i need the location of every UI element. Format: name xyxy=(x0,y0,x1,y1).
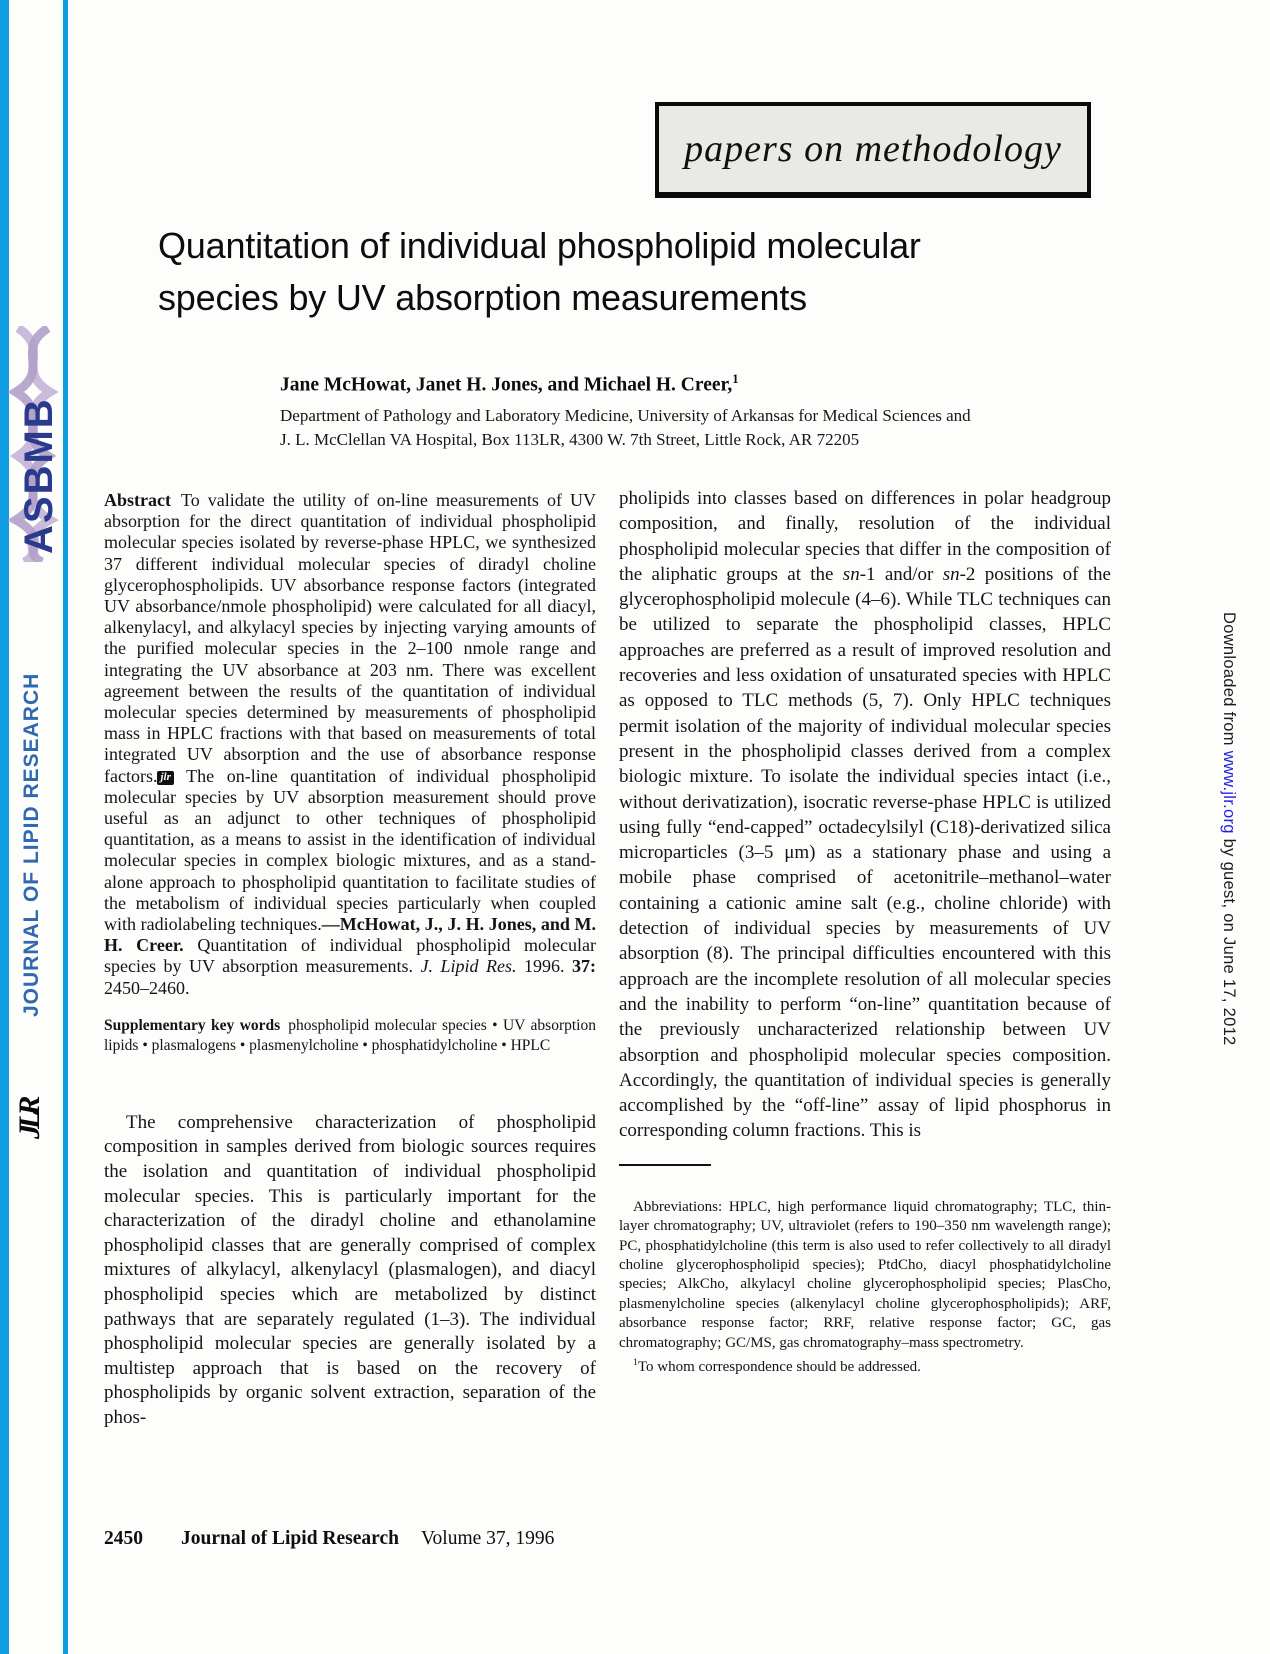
sn2-italic: sn xyxy=(942,563,960,585)
correspondence-marker: 1 xyxy=(633,1356,638,1368)
footer-journal-name: Journal of Lipid Research xyxy=(181,1528,399,1549)
page-title xyxy=(158,220,1098,324)
title-line-1: Quantitation of individual phospholipid molecular xyxy=(158,225,921,266)
keywords-label: Supplementary key words xyxy=(104,1016,281,1034)
jlr-inline-badge-icon: jlr xyxy=(157,771,173,785)
citation-authors: —McHowat, J., J. H. Jones, and M. H. Creer. xyxy=(104,914,596,956)
watermark-prefix: Downloaded from xyxy=(1220,612,1238,751)
download-watermark xyxy=(1219,612,1238,1072)
keywords-text: phospholipid molecular species • UV absorption lipids • plasmalogens • plasmenylcholine • phosphatidylcholine • HPLC xyxy=(104,1016,596,1054)
left-blue-rail-outer xyxy=(0,0,9,1654)
asbmb-logo xyxy=(6,326,62,562)
page-footer xyxy=(104,1528,554,1550)
jlr-monogram-icon: JLR xyxy=(13,1100,46,1139)
left-column xyxy=(104,490,596,1431)
body-text-b: -1 and/or xyxy=(859,563,943,585)
author-footnote-marker: 1 xyxy=(732,372,739,386)
banner-label: papers on methodology xyxy=(684,128,1062,170)
sn1-italic: sn xyxy=(842,563,860,585)
citation-title: Quantitation of individual phospholipid molecular species by UV absorption measurements. xyxy=(104,935,596,977)
affiliation-line-1: Department of Pathology and Laboratory Medicine, University of Arkansas for Medical Sciences and xyxy=(280,406,971,425)
body-text-c: -2 positions of the glycerophospholipid molecule (4–6). While TLC techniques can be utilized to separate the phospholipid classes, HPLC approaches are preferred as a result of improved resolution and recoveries and less oxidation of unsaturated species with HPLC as opposed to TLC methods (5, 7). Only HPLC techniques permit isolation of the majority of individual molecular species present in the phospholipid classes derived from a complex biologic mixture. To isolate the individual species intact (i.e., without derivatization), isocratic reverse-phase HPLC is utilized using fully “end-capped” octadecylsilyl (C18)-derivatized silica microparticles (3–5 μm) as a stationary phase and using a mobile phase comprised of acetonitrile–methanol–water containing a cationic amine salt (e.g., choline chloride) with detection of individual species by measurements of UV absorption (8). The principal difficulties encountered with this approach are the incomplete resolution of all molecular species and the inability to perform “on-line” quantitation because of the previously uncharacterized relationship between UV absorption and phospholipid molecular species composition. Accordingly, the quantitation of individual species is generally accomplished by the “off-line” assay of lipid phosphorus in corresponding column fractions. This is xyxy=(619,563,1111,1142)
citation-pages: 2450–2460. xyxy=(104,977,190,998)
affiliation xyxy=(280,404,971,452)
author-names: Jane McHowat, Janet H. Jones, and Michael H. Creer, xyxy=(280,374,733,396)
watermark-suffix: by guest, on June 17, 2012 xyxy=(1220,833,1238,1046)
citation-journal: J. Lipid Res. xyxy=(420,956,517,977)
author-line xyxy=(280,372,739,397)
asbmb-wordmark: ASBMB xyxy=(17,397,61,554)
abbreviations-footnote: Abbreviations: HPLC, high performance liquid chromatography; TLC, thin-layer chromatography; UV, ultraviolet (refers to 190–350 nm wavelength range); PC, phosphatidylcholine (this term is also used to refer collectively to all diradyl choline glycerophospholipid species); PtdCho, diacyl phosphatidylcholine species; AlkCho, alkylacyl choline glycerophospholipid species; PlasCho, plasmenylcholine species (alkenylacyl choline glycerophospholipids); ARF, absorbance response factor; RRF, relative response factor; GC, gas chromatography; GC/MS, gas chromatography–mass spectrometry. xyxy=(619,1198,1111,1351)
abstract-body-2: The on-line quantitation of individual phospholipid molecular species by UV absorption measurement should prove useful as an adjunct to other techniques of phospholipid quantitation, as a means to assist in the identification of individual molecular species in complex biologic mixtures, and as a stand-alone approach to phospholipid quantitation to facilitate studies of the metabolism of individual species particularly when coupled with radiolabeling techniques. xyxy=(104,765,596,935)
correspondence-footnote xyxy=(619,1353,1111,1377)
right-column xyxy=(619,486,1111,1377)
correspondence-text: To whom correspondence should be addressed. xyxy=(637,1358,921,1375)
papers-on-methodology-banner xyxy=(655,102,1091,198)
jlr-url-link[interactable]: www.jlr.org xyxy=(1220,750,1238,834)
footnote-divider xyxy=(619,1164,711,1166)
journal-name-vertical: JOURNAL OF LIPID RESEARCH xyxy=(20,672,43,1017)
abstract-body-1: To validate the utility of on-line measurements of UV absorption for the direct quantitation of individual phospholipid molecular species isolated by reverse-phase HPLC, we synthesized 37 different individual molecular species of diradyl choline glycerophospholipids. UV absorbance response factors (integrated UV absorbance/nmole phospholipid) were calculated for all diacyl, alkenylacyl, and alkylacyl species by injecting varying amounts of the purified molecular species in the 2–100 nmole range and integrating the UV absorbance at 203 nm. There was excellent agreement between the results of the quantitation of individual molecular species determined by measurements of phospholipid mass in HPLC fractions with that based on measurements of total integrated UV absorption and the use of absorbance response factors. xyxy=(104,490,596,786)
body-text-a: pholipids into classes based on differences in polar headgroup composition, and finally, resolution of the individual phospholipid molecular species that differ in the composition of the aliphatic groups at the xyxy=(619,488,1111,585)
abstract-paragraph xyxy=(104,490,596,999)
abstract-label: Abstract xyxy=(104,490,171,510)
body-paragraph xyxy=(619,486,1111,1144)
citation-volume: 37: xyxy=(572,956,596,977)
intro-paragraph: The comprehensive characterization of phospholipid composition in samples derived from biologic sources requires the isolation and quantitation of individual phospholipid molecular species. This is particularly important for the characterization of the diradyl choline and ethanolamine phospholipid classes that are generally comprised of complex mixtures of alkylacyl, alkenylacyl (plasmalogen), and diacyl phospholipid species which are metabolized by distinct pathways that are separately regulated (1–3). The individual phospholipid molecular species are generally isolated by a multistep approach that is based on the recovery of phospholipids by organic solvent extraction, separation of the phos- xyxy=(104,1111,596,1428)
footer-volume: Volume 37, 1996 xyxy=(420,1528,555,1549)
title-line-2: species by UV absorption measurements xyxy=(158,277,807,318)
left-blue-rail-inner xyxy=(63,0,68,1654)
affiliation-line-2: J. L. McClellan VA Hospital, Box 113LR, 4300 W. 7th Street, Little Rock, AR 72205 xyxy=(280,430,860,449)
supplementary-keywords xyxy=(104,1016,596,1056)
citation-year: 1996. xyxy=(516,956,572,977)
page-number: 2450 xyxy=(104,1528,143,1549)
